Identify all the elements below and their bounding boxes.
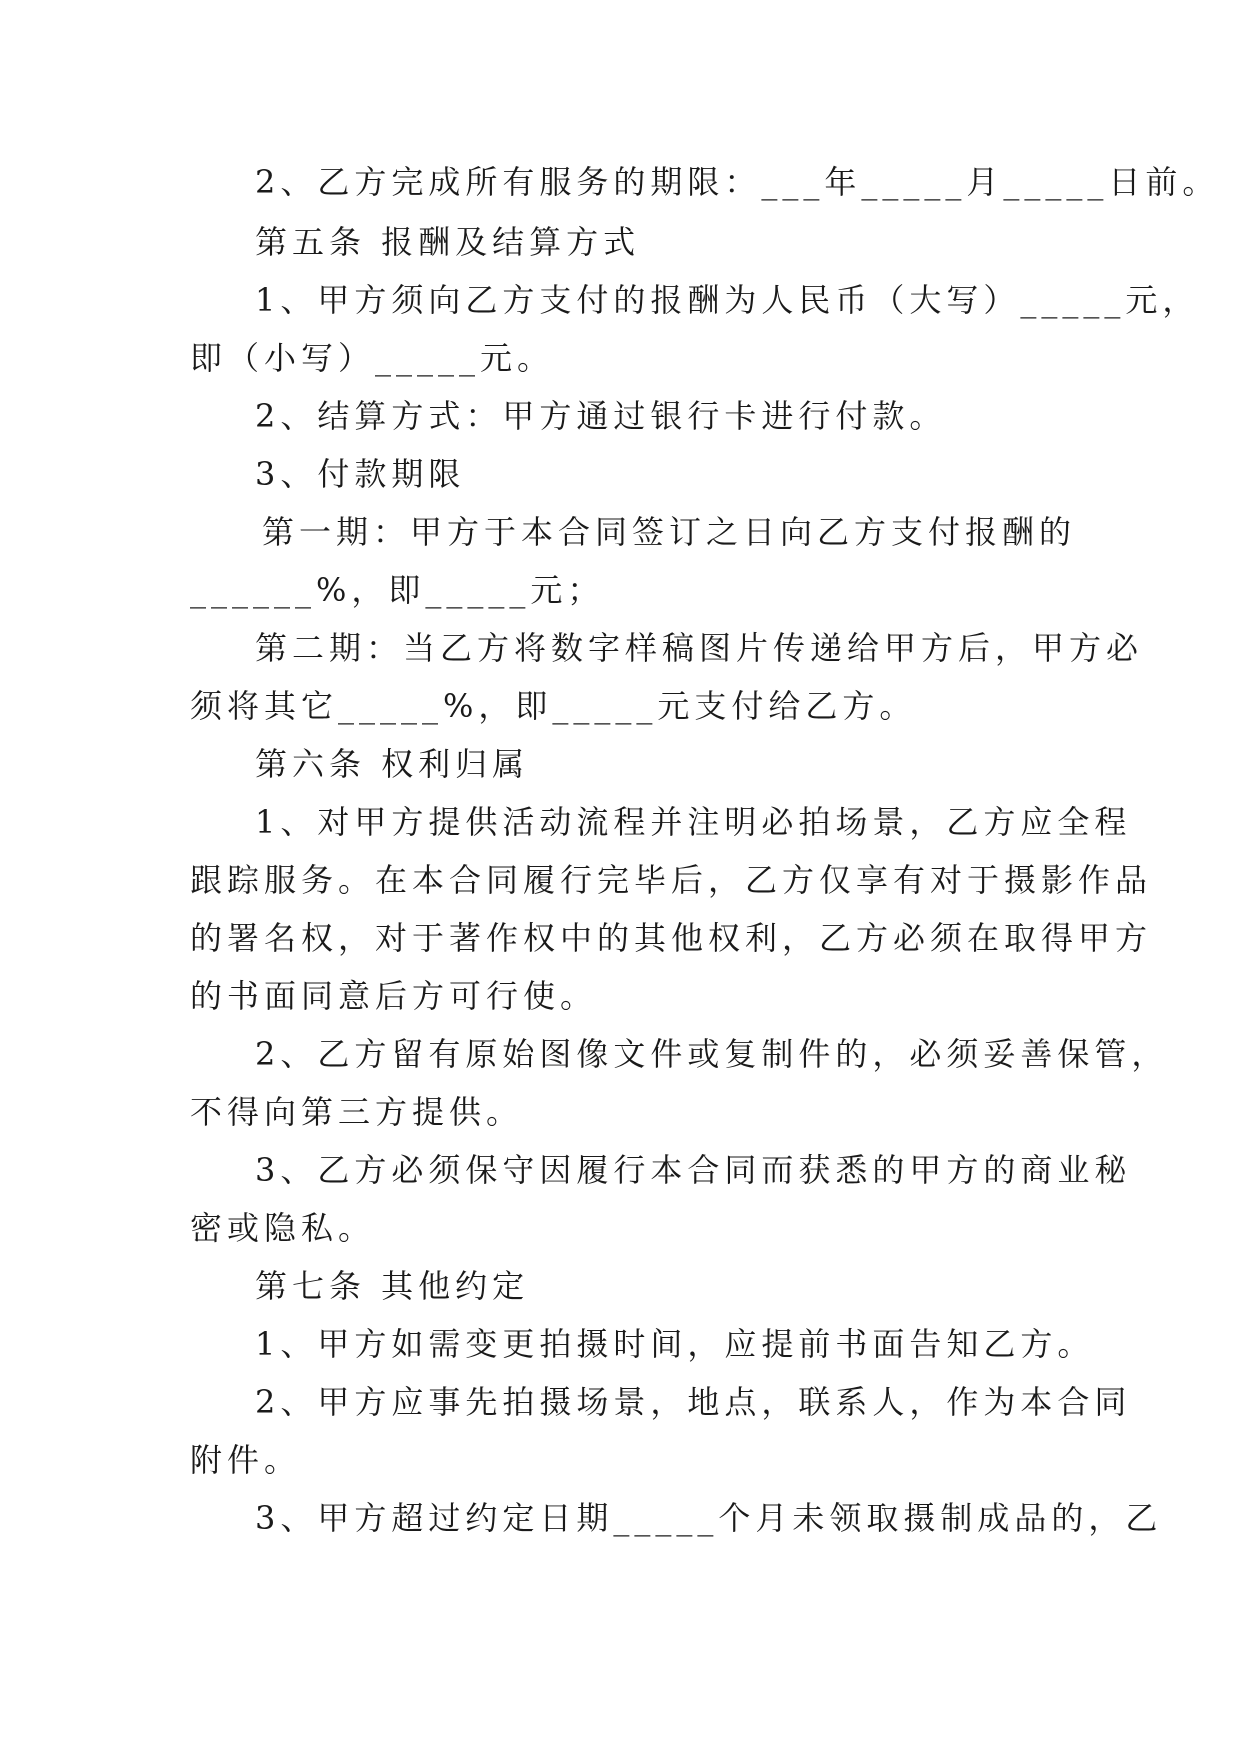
clause-line-payment-amount-cont: 即（小写）_____元。: [190, 339, 555, 377]
clause-line-first-installment: 第一期：甲方于本合同签订之日向乙方支付报酬的: [262, 513, 1077, 551]
clause-line-rights-2-cont: 不得向第三方提供。: [190, 1093, 524, 1131]
clause-line-rights-3: 3、乙方必须保守因履行本合同而获悉的甲方的商业秘: [255, 1151, 1132, 1189]
clause-line-service-deadline: 2、乙方完成所有服务的期限：___年_____月_____日前。: [255, 163, 1220, 201]
article-heading-payment: 第五条 报酬及结算方式: [255, 223, 641, 261]
clause-line-rights-1-cont-a: 跟踪服务。在本合同履行完毕后，乙方仅享有对于摄影作品: [190, 861, 1153, 899]
clause-line-other-3: 3、甲方超过约定日期_____个月未领取摄制成品的，乙: [255, 1499, 1163, 1537]
clause-line-other-1: 1、甲方如需变更拍摄时间，应提前书面告知乙方。: [255, 1325, 1095, 1363]
clause-line-other-2-cont: 附件。: [190, 1441, 302, 1479]
clause-line-rights-3-cont: 密或隐私。: [190, 1209, 376, 1247]
clause-line-payment-period: 3、付款期限: [255, 455, 466, 493]
clause-line-settlement-method: 2、结算方式：甲方通过银行卡进行付款。: [255, 397, 947, 435]
clause-line-payment-amount: 1、甲方须向乙方支付的报酬为人民币（大写）_____元，: [255, 281, 1200, 319]
clause-line-rights-1: 1、对甲方提供活动流程并注明必拍场景，乙方应全程: [255, 803, 1132, 841]
clause-line-second-installment: 第二期：当乙方将数字样稿图片传递给甲方后，甲方必: [255, 629, 1144, 667]
article-heading-other: 第七条 其他约定: [255, 1267, 530, 1305]
article-heading-rights: 第六条 权利归属: [255, 745, 530, 783]
clause-line-second-installment-cont: 须将其它_____%，即_____元支付给乙方。: [190, 687, 917, 725]
clause-line-other-2: 2、甲方应事先拍摄场景，地点，联系人，作为本合同: [255, 1383, 1132, 1421]
clause-line-rights-1-cont-c: 的书面同意后方可行使。: [190, 977, 598, 1015]
clause-line-rights-1-cont-b: 的署名权，对于著作权中的其他权利，乙方必须在取得甲方: [190, 919, 1153, 957]
clause-line-rights-2: 2、乙方留有原始图像文件或复制件的，必须妥善保管，: [255, 1035, 1169, 1073]
clause-line-first-installment-cont: ______%，即_____元；: [190, 571, 605, 609]
